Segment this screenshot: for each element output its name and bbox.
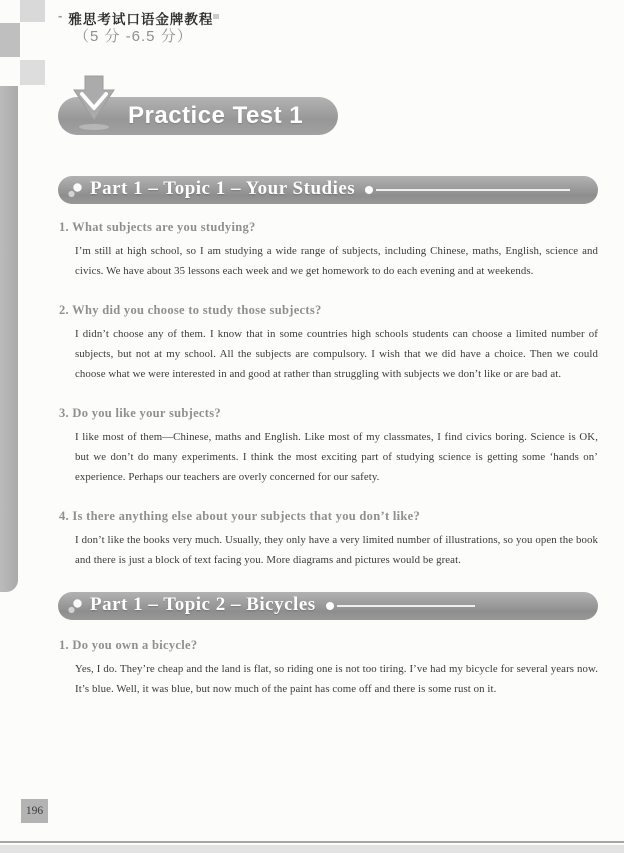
- answer: I didn’t choose any of them. I know that in some countries high schools students can choose a limited number of subjects, but not at my school. All the subjects are compulsory. I wish that we did have a choice. Then we could choose what we were interested in and good at rather than struggling with subjects we don’t like or are bad at.: [75, 328, 598, 380]
- checker-square: [20, 60, 45, 85]
- qa-block: [58, 220, 598, 281]
- question: 2. Why did you choose to study those subjects?: [59, 303, 322, 317]
- score-range: （5 分 -6.5 分）: [74, 28, 193, 45]
- footer-rule: [0, 841, 624, 843]
- scan-speck: [213, 14, 219, 19]
- question: 1. Do you own a bicycle?: [59, 638, 198, 652]
- heading-rule: [376, 189, 570, 191]
- answer: Yes, I do. They’re cheap and the land is flat, so riding one is not too tiring. I’ve had my bicycle for several years now. It’s blue. Well, it was blue, but now much of the paint has come off and there is some rust on it.: [75, 663, 598, 695]
- qa-block: [58, 638, 598, 699]
- question: 1. What subjects are you studying?: [59, 220, 256, 234]
- checker-square: [20, 0, 45, 22]
- page-content: [58, 176, 598, 699]
- practice-test-banner: [58, 97, 338, 135]
- page-number-badge: 196: [21, 799, 48, 823]
- dots-icon: [67, 598, 83, 615]
- bullet-dot: [326, 602, 334, 610]
- question: 4. Is there anything else about your subjects that you don’t like?: [59, 509, 421, 523]
- qa-block: [58, 509, 598, 570]
- answer: I don’t like the books very much. Usually, they only have a very limited number of illustrations, so you open the book and there is just a block of text facing you. More diagrams and pictures would be great.: [75, 534, 598, 566]
- left-margin-band: [0, 86, 18, 592]
- heading-rule: [337, 605, 475, 607]
- dots-icon: [67, 182, 83, 199]
- section-bar-topic-2: [58, 592, 598, 620]
- section-bar-topic-1: [58, 176, 598, 204]
- checker-square: [0, 23, 20, 57]
- qa-block: [58, 303, 598, 384]
- qa-block: [58, 406, 598, 487]
- section-heading: Part 1 – Topic 1 – Your Studies: [90, 177, 356, 199]
- banner-title: Practice Test 1: [128, 102, 304, 129]
- section-heading: Part 1 – Topic 2 – Bicycles: [90, 593, 316, 615]
- header-dash: -: [58, 8, 63, 23]
- down-arrow-icon: [70, 75, 118, 131]
- footer-band: [0, 845, 624, 853]
- book-title: 雅思考试口语金牌教程: [68, 12, 214, 27]
- bullet-dot: [365, 186, 373, 194]
- question: 3. Do you like your subjects?: [59, 406, 221, 420]
- answer: I’m still at high school, so I am studying a wide range of subjects, including Chinese, maths, English, science and civics. We have about 35 lessons each week and we get homework to do each evening and at weekends.: [75, 245, 598, 277]
- answer: I like most of them—Chinese, maths and English. Like most of my classmates, I find civics boring. Science is OK, but we don’t do many experiments. I think the most exciting part of studying science is getting some ‘hands on’ experience. Perhaps our teachers are overly concerned for our safety.: [75, 431, 598, 483]
